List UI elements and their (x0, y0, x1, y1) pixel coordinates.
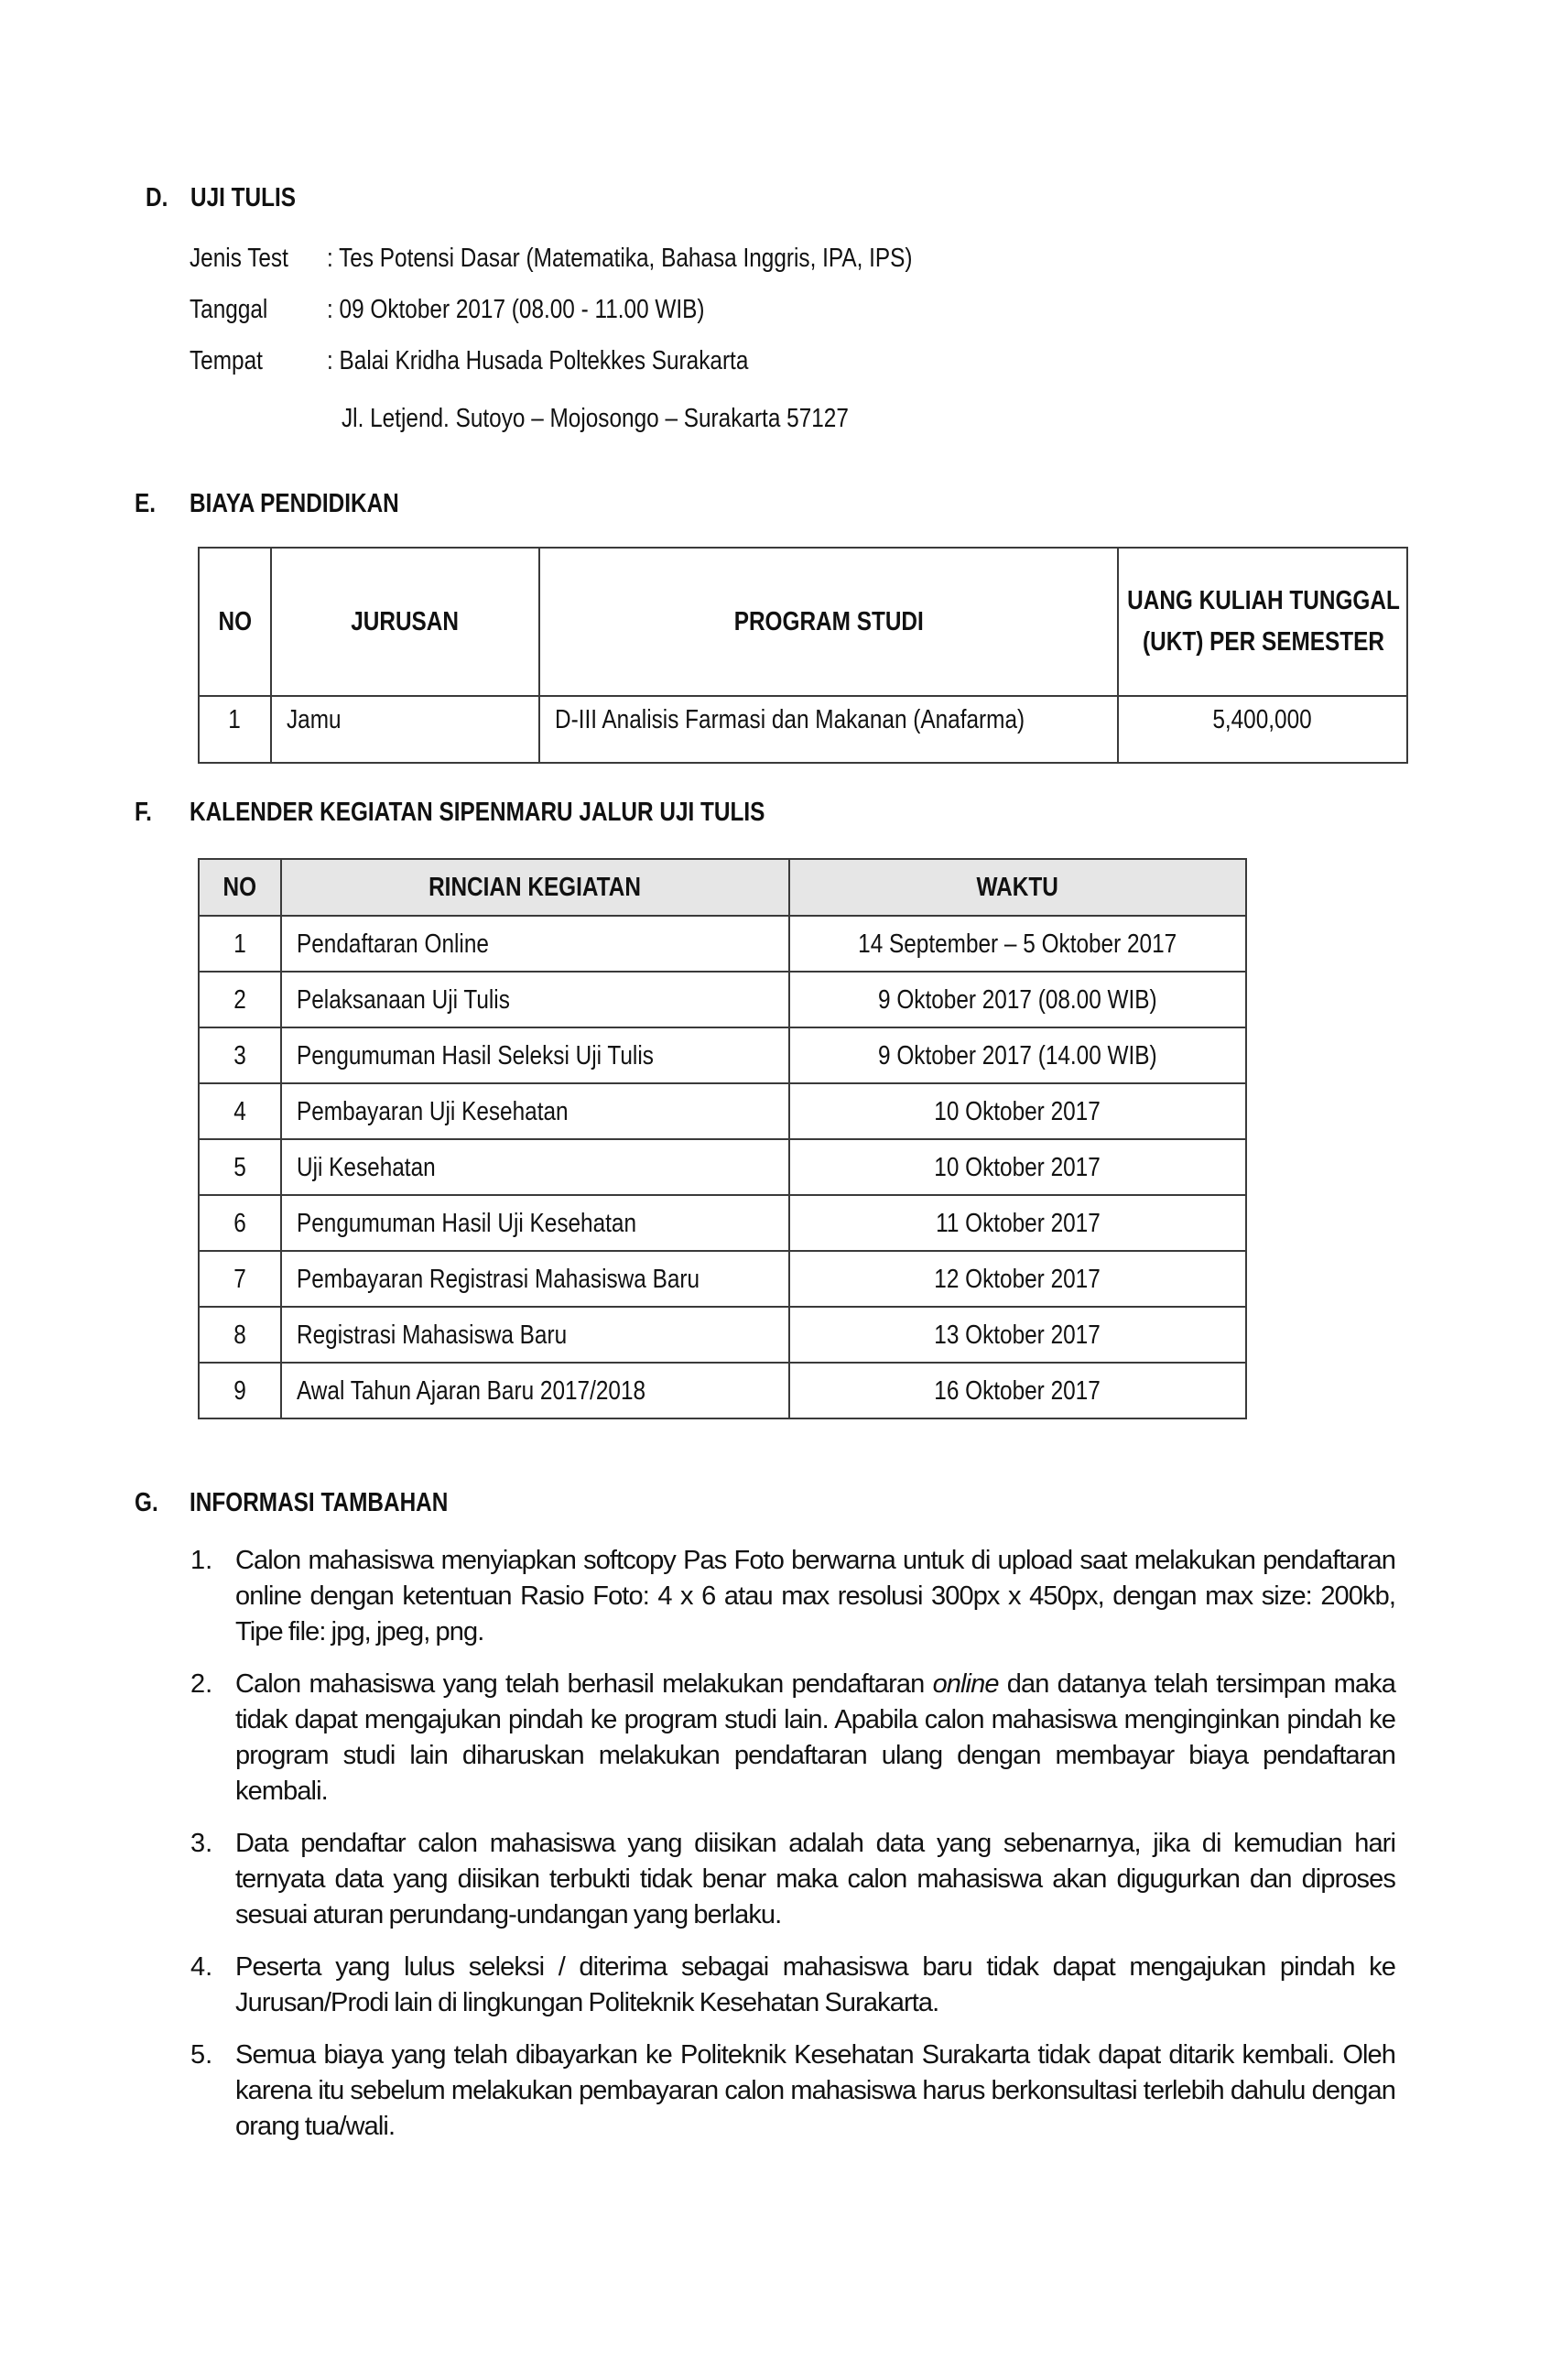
header-no: NO (199, 859, 281, 916)
list-item-text: Peserta yang lulus seleksi / diterima sebagai mahasiswa baru tidak dapat mengajukan pindah ke Jurusan/Prodi lain di lingkungan Politeknik Kesehatan Surakarta. (235, 1952, 1395, 2017)
cell-program-studi: D-III Analisis Farmasi dan Makanan (Anafarma) (539, 696, 1118, 763)
cell-waktu: 9 Oktober 2017 (08.00 WIB) (789, 972, 1246, 1027)
cell-waktu: 10 Oktober 2017 (789, 1083, 1246, 1139)
table-row (199, 1307, 1246, 1363)
list-item-number: 5. (190, 2040, 213, 2070)
cell-waktu: 9 Oktober 2017 (14.00 WIB) (789, 1027, 1246, 1083)
field-value-tempat: : Balai Kridha Husada Poltekkes Surakarta (327, 346, 749, 375)
table-row (199, 696, 1407, 763)
cell-waktu: 16 Oktober 2017 (789, 1363, 1246, 1418)
list-item-number: 1. (190, 1546, 213, 1575)
cell-kegiatan: Pelaksanaan Uji Tulis (281, 972, 789, 1027)
field-label-tanggal: Tanggal (190, 295, 268, 324)
section-d-letter: D. (146, 183, 168, 212)
list-item-number: 2. (190, 1669, 213, 1699)
section-g-title: INFORMASI TAMBAHAN (190, 1488, 449, 1517)
list-item-text: Calon mahasiswa menyiapkan softcopy Pas Foto berwarna untuk di upload saat melakukan pendaftaran online dengan ketentuan Rasio Foto: 4 x 6 atau max resolusi 300px x 450px, dengan max size: 200kb, Tipe file: jpg, jpeg, png. (235, 1546, 1395, 1646)
cell-waktu: 12 Oktober 2017 (789, 1251, 1246, 1307)
field-label-jenis-test: Jenis Test (190, 244, 288, 273)
field-value-jenis-test: : Tes Potensi Dasar (Matematika, Bahasa Inggris, IPA, IPS) (327, 244, 913, 273)
table-row (199, 972, 1246, 1027)
cell-no: 8 (199, 1307, 281, 1363)
cell-no: 4 (199, 1083, 281, 1139)
table-row (199, 1083, 1246, 1139)
cell-no: 1 (199, 696, 271, 763)
cell-kegiatan: Pengumuman Hasil Uji Kesehatan (281, 1195, 789, 1251)
cell-waktu: 11 Oktober 2017 (789, 1195, 1246, 1251)
list-item (190, 2038, 1395, 2145)
section-e-title: BIAYA PENDIDIKAN (190, 489, 399, 518)
field-label-tempat: Tempat (190, 346, 263, 375)
section-e-letter: E. (135, 489, 157, 518)
section-d-title: UJI TULIS (190, 183, 297, 212)
cell-no: 7 (199, 1251, 281, 1307)
header-waktu: WAKTU (789, 859, 1246, 916)
table-row (199, 916, 1246, 972)
section-f-title: KALENDER KEGIATAN SIPENMARU JALUR UJI TULIS (190, 798, 765, 827)
cell-jurusan: Jamu (271, 696, 539, 763)
list-item (190, 1667, 1395, 1809)
header-ukt: UANG KULIAH TUNGGAL (UKT) PER SEMESTER (1118, 548, 1407, 696)
header-jurusan: JURUSAN (271, 548, 539, 696)
cell-no: 9 (199, 1363, 281, 1418)
tuition-table (198, 547, 1408, 764)
section-g-letter: G. (135, 1488, 158, 1517)
cell-kegiatan: Pembayaran Registrasi Mahasiswa Baru (281, 1251, 789, 1307)
cell-kegiatan: Awal Tahun Ajaran Baru 2017/2018 (281, 1363, 789, 1418)
list-item (190, 1950, 1395, 2021)
cell-no: 6 (199, 1195, 281, 1251)
cell-kegiatan: Pembayaran Uji Kesehatan (281, 1083, 789, 1139)
table-row (199, 1363, 1246, 1418)
header-rincian-kegiatan: RINCIAN KEGIATAN (281, 859, 789, 916)
list-item-text: Data pendaftar calon mahasiswa yang diisikan adalah data yang sebenarnya, jika di kemudian hari ternyata data yang diisikan terbukti tidak benar maka calon mahasiswa akan digugurkan dan diproses sesuai aturan perundang-undangan yang berlaku. (235, 1829, 1395, 1929)
list-item-text: Semua biaya yang telah dibayarkan ke Politeknik Kesehatan Surakarta tidak dapat ditarik kembali. Oleh karena itu sebelum melakukan pembayaran calon mahasiswa harus berkonsultasi terlebih dahulu dengan orang tua/wali. (235, 2040, 1395, 2141)
schedule-table (198, 858, 1247, 1419)
cell-no: 2 (199, 972, 281, 1027)
cell-no: 3 (199, 1027, 281, 1083)
table-row (199, 1195, 1246, 1251)
section-f-letter: F. (135, 798, 152, 827)
cell-no: 5 (199, 1139, 281, 1195)
address-line: Jl. Letjend. Sutoyo – Mojosongo – Surakarta 57127 (342, 404, 849, 433)
additional-info-list (190, 1543, 1395, 2161)
cell-kegiatan: Pendaftaran Online (281, 916, 789, 972)
list-item (190, 1826, 1395, 1933)
cell-waktu: 14 September – 5 Oktober 2017 (789, 916, 1246, 972)
header-program-studi: PROGRAM STUDI (539, 548, 1118, 696)
schedule-table-header (199, 859, 1246, 916)
italic-online: online (932, 1669, 999, 1699)
list-item-number: 3. (190, 1829, 213, 1858)
table-row (199, 1139, 1246, 1195)
cell-kegiatan: Pengumuman Hasil Seleksi Uji Tulis (281, 1027, 789, 1083)
header-no: NO (199, 548, 271, 696)
table-row (199, 1027, 1246, 1083)
cell-waktu: 13 Oktober 2017 (789, 1307, 1246, 1363)
list-item-number: 4. (190, 1952, 213, 1982)
cell-kegiatan: Uji Kesehatan (281, 1139, 789, 1195)
cell-ukt: 5,400,000 (1118, 696, 1407, 763)
cell-kegiatan: Registrasi Mahasiswa Baru (281, 1307, 789, 1363)
field-value-tanggal: : 09 Oktober 2017 (08.00 - 11.00 WIB) (327, 295, 705, 324)
table-row (199, 1251, 1246, 1307)
cell-no: 1 (199, 916, 281, 972)
list-item-text: Calon mahasiswa yang telah berhasil melakukan pendaftaran online dan datanya telah tersimpan maka tidak dapat mengajukan pindah ke program studi lain. Apabila calon mahasiswa menginginkan pindah ke program studi lain diharuskan melakukan pendaftaran ulang dengan membayar biaya pendaftaran kembali. (235, 1669, 1395, 1806)
cell-waktu: 10 Oktober 2017 (789, 1139, 1246, 1195)
list-item (190, 1543, 1395, 1650)
tuition-table-header (199, 548, 1407, 696)
